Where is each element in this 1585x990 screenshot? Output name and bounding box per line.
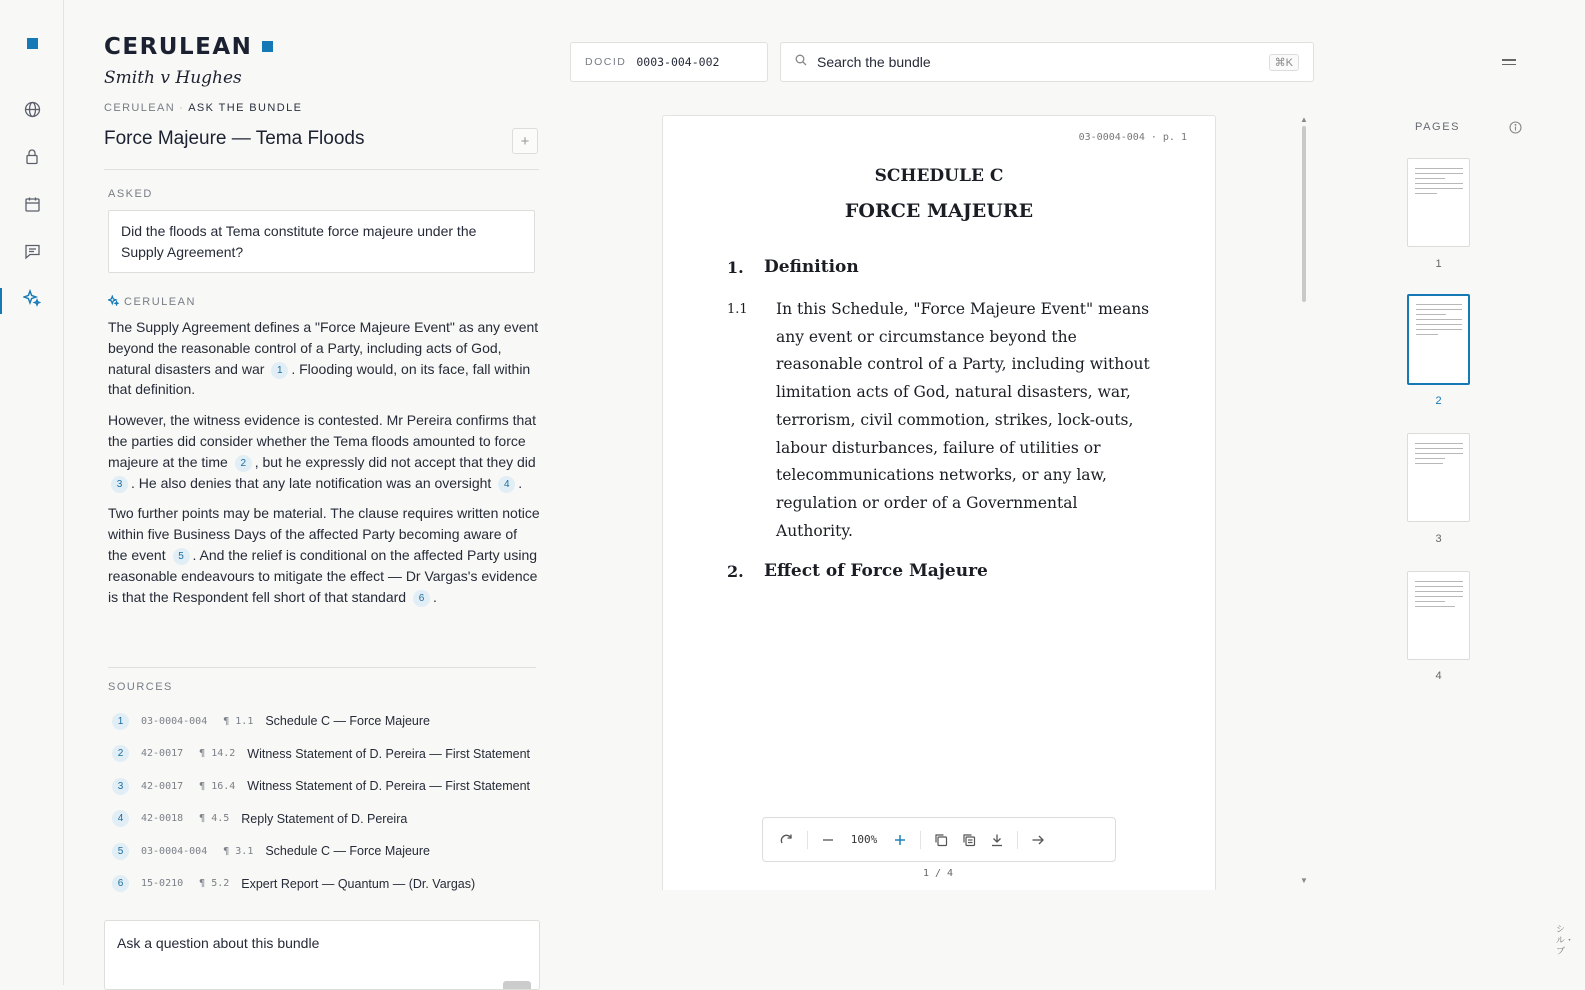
citation-badge[interactable]: 6 <box>413 590 430 607</box>
source-item[interactable] <box>108 803 540 836</box>
document-ref: 03-0004-004 · p. 1 <box>1078 132 1187 143</box>
source-docid: 03-0004-004 <box>141 845 208 857</box>
source-paragraph: ¶ 3.1 <box>223 845 254 857</box>
docid-field[interactable] <box>570 42 768 82</box>
section-title: Definition <box>764 257 859 277</box>
answer-paragraph: The Supply Agreement defines a "Force Majeure Event" as any event beyond the reasonable control of a Party, including acts of God, natural disasters and war 1 . Flooding would, on its face, fall within that definition. <box>108 319 539 398</box>
lock-icon[interactable] <box>20 144 44 168</box>
answer-body <box>108 317 540 617</box>
citation-badge: 3 <box>112 778 129 795</box>
send-button[interactable] <box>503 981 531 989</box>
source-item[interactable] <box>108 770 540 803</box>
source-title: Expert Report — Quantum — (Dr. Vargas) <box>241 876 476 891</box>
edge-label: シル・ブ <box>1556 924 1575 956</box>
source-docid: 42-0017 <box>141 748 184 760</box>
breadcrumb-current: ASK THE BUNDLE <box>188 102 303 114</box>
zoom-level: 100% <box>850 833 878 846</box>
document-scrollbar[interactable] <box>1300 115 1308 886</box>
section-number: 1. <box>727 258 744 277</box>
source-title: Reply Statement of D. Pereira <box>241 811 408 826</box>
source-title: Witness Statement of D. Pereira — First Statement <box>247 746 531 761</box>
zoom-in-icon[interactable] <box>886 826 914 854</box>
brand-square-icon <box>262 41 273 52</box>
source-item[interactable] <box>108 868 540 901</box>
citation-badge[interactable]: 4 <box>498 476 515 493</box>
calendar-icon[interactable] <box>20 192 44 216</box>
citation-badge[interactable]: 2 <box>235 455 252 472</box>
page-number: 4 <box>1435 670 1442 682</box>
source-paragraph: ¶ 4.5 <box>199 813 230 825</box>
source-paragraph: ¶ 1.1 <box>223 715 254 727</box>
citation-badge: 6 <box>112 875 129 892</box>
schedule-title: SCHEDULE C <box>874 166 1004 186</box>
question-box: Did the floods at Tema constitute force majeure under the Supply Agreement? <box>108 210 535 273</box>
page-thumbnail[interactable] <box>1407 433 1470 522</box>
brand-logo: CERULEAN <box>104 34 273 60</box>
ask-input[interactable] <box>104 920 540 990</box>
breadcrumb: CERULEAN · ASK THE BUNDLE <box>104 102 303 114</box>
source-paragraph: ¶ 14.2 <box>199 748 236 760</box>
zoom-out-icon[interactable] <box>814 826 842 854</box>
search-input[interactable] <box>817 54 1269 70</box>
matter-name: Smith v Hughes <box>104 68 242 88</box>
viewer-toolbar <box>762 817 1116 862</box>
citation-badge[interactable]: 5 <box>173 548 190 565</box>
source-paragraph: ¶ 5.2 <box>199 878 230 890</box>
citation-badge: 2 <box>112 745 129 762</box>
globe-icon[interactable] <box>20 97 44 121</box>
page-number: 3 <box>1435 533 1442 545</box>
source-title: Witness Statement of D. Pereira — First Statement <box>247 779 531 794</box>
source-title: Schedule C — Force Majeure <box>265 714 430 729</box>
answer-paragraph: However, the witness evidence is contested. Mr Pereira confirms that the parties did consider whether the Tema floods amounted to force majeure at the time 2 , but he expressly did not accept that they did 3 . He also denies that any late notification was an oversight 4 . <box>108 412 536 491</box>
shortcut-hint: ⌘K <box>1269 54 1299 71</box>
search-field[interactable] <box>780 42 1314 82</box>
sparkle-icon <box>108 295 119 309</box>
clause-number: 1.1 <box>727 302 748 317</box>
source-item[interactable] <box>108 705 540 738</box>
divider <box>108 667 536 668</box>
answer-paragraph: Two further points may be material. The clause requires written notice within five Business Days of the affected Party becoming aware of the event 5 . And the relief is conditional on the affected Party using reasonable endeavours to mitigate the effect — Dr Vargas's evidence is that the Respondent fell short of that standard 6 . <box>108 505 540 605</box>
citation-badge: 4 <box>112 810 129 827</box>
source-docid: 03-0004-004 <box>141 715 208 727</box>
assistant-panel <box>64 0 554 985</box>
sources-list <box>108 705 540 900</box>
source-item[interactable] <box>108 738 540 771</box>
source-docid: 42-0017 <box>141 780 184 792</box>
new-thread-button[interactable]: + <box>512 128 538 154</box>
pages-label: PAGES <box>1415 121 1461 133</box>
page-number: 2 <box>1435 395 1442 407</box>
logo-icon[interactable] <box>20 31 44 55</box>
asked-label: ASKED <box>108 188 153 200</box>
page-thumbnail[interactable] <box>1407 158 1470 247</box>
page-thumbnail-active[interactable] <box>1407 294 1470 385</box>
search-icon <box>795 53 807 71</box>
clause-text: In this Schedule, "Force Majeure Event" means any event or circumstance beyond the reasonable control of a Party, including without limitation acts of God, natural disasters, war, terrorism, civil commotion, strikes, lock-outs, labour disturbances, failure of utilities or telecommunications networks, or any law, regulation or order of a Governmental Authority. <box>776 300 1150 540</box>
next-arrow-icon[interactable] <box>1024 826 1052 854</box>
thread-title: Force Majeure — Tema Floods <box>104 128 365 149</box>
divider <box>104 169 539 170</box>
schedule-heading: FORCE MAJEURE <box>844 200 1034 222</box>
citation-badge[interactable]: 3 <box>111 476 128 493</box>
chat-icon[interactable] <box>20 239 44 263</box>
source-paragraph: ¶ 16.4 <box>199 780 236 792</box>
section-title: Effect of Force Majeure <box>764 561 988 581</box>
source-title: Schedule C — Force Majeure <box>265 844 430 859</box>
document-page <box>662 115 1216 890</box>
scrollbar-thumb[interactable] <box>1302 126 1306 302</box>
section-number: 2. <box>727 562 744 581</box>
citation-badge: 1 <box>112 713 129 730</box>
breadcrumb-root[interactable]: CERULEAN <box>104 102 176 114</box>
source-docid: 15-0210 <box>141 878 184 890</box>
scroll-up-icon[interactable]: ▲ <box>1300 115 1308 124</box>
docid-label: DOCID <box>585 56 627 68</box>
page-number: 1 <box>1435 258 1442 270</box>
answer-label: CERULEAN <box>108 295 196 309</box>
menu-icon[interactable] <box>1502 52 1522 72</box>
rotate-icon[interactable] <box>773 826 801 854</box>
ask-placeholder: Ask a question about this bundle <box>117 935 320 951</box>
docid-input[interactable] <box>636 55 746 69</box>
citation-badge[interactable]: 1 <box>271 362 288 379</box>
citation-badge: 5 <box>112 843 129 860</box>
info-icon[interactable] <box>1509 121 1522 139</box>
copy-icon[interactable] <box>927 826 955 854</box>
duplicate-icon[interactable] <box>955 826 983 854</box>
sources-label: SOURCES <box>108 681 173 693</box>
sparkle-icon[interactable] <box>20 286 44 310</box>
nav-rail <box>0 0 64 985</box>
scroll-down-icon[interactable]: ▼ <box>1300 876 1308 885</box>
page-thumbnail[interactable] <box>1407 571 1470 660</box>
page-indicator: 1 / 4 <box>922 868 954 879</box>
source-item[interactable] <box>108 835 540 868</box>
active-indicator <box>0 288 2 314</box>
source-docid: 42-0018 <box>141 813 184 825</box>
download-icon[interactable] <box>983 826 1011 854</box>
